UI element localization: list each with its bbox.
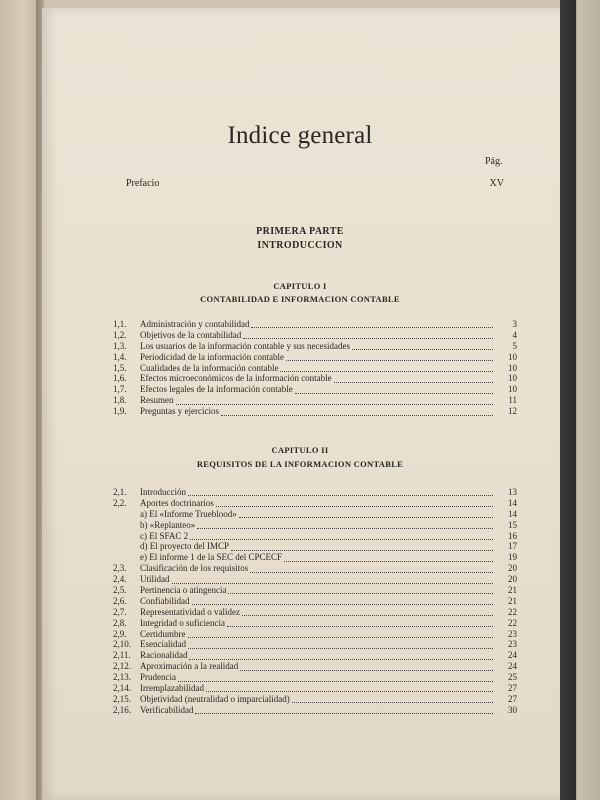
entry-number: 2,10. bbox=[113, 639, 131, 650]
entry-label: Esencialidad bbox=[140, 639, 186, 650]
entry-page: 22 bbox=[508, 606, 517, 617]
dot-leader bbox=[188, 641, 493, 649]
entry-number: 2,11. bbox=[113, 650, 131, 661]
entry-page: 22 bbox=[508, 617, 517, 628]
chapter-2-title: REQUISITOS DE LA INFORMACION CONTABLE bbox=[196, 459, 404, 469]
toc-entry bbox=[113, 487, 517, 498]
prefacio-label: Prefacio bbox=[126, 178, 160, 189]
entry-page: 25 bbox=[508, 672, 517, 683]
entry-number: 2,1. bbox=[113, 487, 127, 497]
toc-entry bbox=[113, 406, 517, 417]
entry-page: 16 bbox=[508, 530, 517, 541]
entry-page: 14 bbox=[508, 508, 517, 519]
toc-entry bbox=[113, 618, 517, 629]
dot-leader bbox=[334, 375, 493, 383]
part-title: PRIMERA PARTE bbox=[256, 226, 344, 237]
dot-leader bbox=[188, 630, 494, 638]
entry-number: 2,2. bbox=[113, 497, 127, 508]
entry-label: Aportes doctrinarios bbox=[140, 497, 214, 508]
entry-number: 2,6. bbox=[113, 595, 127, 606]
dot-leader bbox=[206, 684, 493, 692]
dot-leader bbox=[228, 586, 493, 594]
entry-number: 1,5. bbox=[113, 362, 127, 373]
toc-entry bbox=[113, 509, 517, 520]
entry-label: Confiabilidad bbox=[140, 595, 190, 606]
page-title: Indice general bbox=[227, 122, 373, 149]
entry-label: Preguntas y ejercicios bbox=[140, 406, 219, 417]
entry-label: Irremplazabilidad bbox=[140, 683, 204, 694]
dot-leader bbox=[221, 408, 493, 416]
entry-number: 2,16. bbox=[113, 704, 131, 715]
entry-number: 2,14. bbox=[113, 683, 131, 694]
entry-page: 4 bbox=[512, 329, 517, 340]
entry-page: 11 bbox=[508, 395, 517, 406]
dot-leader bbox=[239, 510, 493, 518]
toc-entry bbox=[113, 541, 517, 552]
entry-page: 10 bbox=[508, 384, 517, 395]
entry-number: 1,6. bbox=[113, 373, 127, 384]
entry-number: 2,15. bbox=[113, 693, 131, 704]
entry-page: 23 bbox=[508, 628, 517, 639]
dot-leader bbox=[189, 652, 493, 660]
toc-entry bbox=[113, 607, 517, 618]
toc-entry bbox=[113, 395, 517, 406]
toc-entry bbox=[113, 363, 517, 374]
toc-entry bbox=[113, 498, 517, 509]
toc-entry bbox=[113, 341, 517, 352]
prefacio-entry bbox=[126, 178, 504, 192]
toc-entry bbox=[113, 574, 517, 585]
toc-entry bbox=[113, 384, 517, 395]
entry-page: 12 bbox=[508, 406, 517, 417]
dot-leader bbox=[192, 597, 494, 605]
entry-label: d) El proyecto del IMCP bbox=[140, 541, 229, 552]
entry-page: 24 bbox=[508, 650, 517, 661]
entry-label: Objetividad (neutralidad o imparcialidad) bbox=[140, 693, 290, 704]
entry-number: 1,3. bbox=[113, 340, 127, 351]
entry-page: 10 bbox=[508, 373, 517, 384]
entry-label: Resumen bbox=[140, 395, 174, 406]
dot-leader bbox=[240, 663, 493, 671]
entry-page: 21 bbox=[508, 585, 517, 596]
entry-number: 2,9. bbox=[113, 628, 127, 639]
entry-label: Periodicidad de la información contable bbox=[140, 351, 284, 362]
entry-page: 10 bbox=[508, 362, 517, 373]
chapter-1-number: CAPITULO I bbox=[273, 281, 327, 291]
dot-leader bbox=[190, 532, 493, 540]
dot-leader bbox=[197, 521, 493, 529]
entry-label: Efectos legales de la información contable bbox=[140, 384, 293, 395]
entry-page: 3 bbox=[512, 319, 517, 329]
entry-label: Prudencia bbox=[140, 672, 176, 683]
entry-page: 20 bbox=[508, 574, 517, 585]
entry-label: Clasificación de los requisitos bbox=[140, 563, 249, 574]
dot-leader bbox=[250, 565, 493, 573]
toc-entry bbox=[113, 629, 517, 640]
toc-entry bbox=[113, 563, 517, 574]
entry-number: 1,9. bbox=[113, 406, 127, 417]
entry-label: Integridad o suficiencia bbox=[140, 617, 225, 628]
entry-label: Administración y contabilidad bbox=[140, 319, 250, 329]
entry-number: 2,4. bbox=[113, 574, 127, 585]
dot-leader bbox=[280, 364, 493, 372]
dot-leader bbox=[178, 674, 493, 682]
dot-leader bbox=[231, 543, 493, 551]
prefacio-page: XV bbox=[489, 178, 504, 189]
entry-number: 2,13. bbox=[113, 672, 131, 683]
dot-leader bbox=[172, 576, 494, 584]
toc-entry bbox=[113, 694, 517, 705]
entry-label: Certidumbre bbox=[140, 628, 186, 639]
toc-entry bbox=[113, 373, 517, 384]
dot-leader bbox=[176, 397, 494, 405]
entry-page: 13 bbox=[508, 487, 517, 497]
toc-entry bbox=[113, 650, 517, 661]
entry-label: Aproximación a la realidad bbox=[140, 661, 239, 672]
entry-number: 2,5. bbox=[113, 585, 127, 596]
dot-leader bbox=[188, 488, 493, 496]
chapter-2-number: CAPITULO II bbox=[271, 445, 329, 455]
facing-page-edge bbox=[0, 0, 40, 800]
toc-entry bbox=[113, 596, 517, 607]
chapter-1-title: CONTABILIDAD E INFORMACION CONTABLE bbox=[200, 294, 400, 304]
entry-page: 14 bbox=[508, 497, 517, 508]
toc-entry bbox=[113, 352, 517, 363]
entry-number: 2,7. bbox=[113, 606, 127, 617]
entry-label: Cualidades de la información contable bbox=[140, 362, 279, 373]
entry-number: 2,8. bbox=[113, 617, 127, 628]
chapter-2-entries bbox=[113, 487, 517, 716]
dot-leader bbox=[251, 320, 493, 328]
entry-page: 24 bbox=[508, 661, 517, 672]
entry-page: 20 bbox=[508, 563, 517, 574]
entry-page: 10 bbox=[508, 351, 517, 362]
entry-label: b) «Replanteo» bbox=[140, 519, 196, 530]
entry-page: 15 bbox=[508, 519, 517, 530]
dot-leader bbox=[295, 386, 493, 394]
toc-entry bbox=[113, 683, 517, 694]
entry-page: 23 bbox=[508, 639, 517, 650]
toc-entry bbox=[113, 705, 517, 716]
dot-leader bbox=[284, 554, 493, 562]
entry-label: Introducción bbox=[140, 487, 186, 497]
entry-label: Racionalidad bbox=[140, 650, 188, 661]
entry-number: 1,4. bbox=[113, 351, 127, 362]
entry-number: 2,12. bbox=[113, 661, 131, 672]
entry-page: 21 bbox=[508, 595, 517, 606]
entry-label: Representatividad o validez bbox=[140, 606, 240, 617]
entry-label: c) El SFAC 2 bbox=[140, 530, 189, 541]
entry-label: Pertinencia o atingencia bbox=[140, 585, 227, 596]
entry-label: a) El «Informe Trueblood» bbox=[140, 508, 237, 519]
dot-leader bbox=[195, 706, 493, 714]
entry-page: 30 bbox=[508, 704, 517, 715]
entry-label: e) El informe 1 de la SEC del CPCECF bbox=[140, 552, 282, 563]
dot-leader bbox=[243, 331, 493, 339]
entry-page: 27 bbox=[508, 693, 517, 704]
entry-number: 1,2. bbox=[113, 329, 127, 340]
book-cover-edge bbox=[560, 0, 600, 800]
dot-leader bbox=[286, 353, 493, 361]
entry-page: 27 bbox=[508, 683, 517, 694]
toc-entry bbox=[113, 639, 517, 650]
page-column-label: Pág. bbox=[485, 156, 503, 167]
toc-entry bbox=[113, 672, 517, 683]
entry-number: 1,1. bbox=[113, 319, 127, 329]
entry-page: 17 bbox=[508, 541, 517, 552]
entry-number: 1,7. bbox=[113, 384, 127, 395]
chapter-1-entries bbox=[113, 319, 517, 417]
dot-leader bbox=[242, 608, 493, 616]
entry-number: 2,3. bbox=[113, 563, 127, 574]
entry-page: 5 bbox=[512, 340, 517, 351]
dot-leader bbox=[216, 499, 493, 507]
toc-entry bbox=[113, 585, 517, 596]
dot-leader bbox=[227, 619, 493, 627]
toc-entry bbox=[113, 520, 517, 531]
toc-entry bbox=[113, 552, 517, 563]
entry-label: Efectos microeconómicos de la información contable bbox=[140, 373, 332, 384]
dot-leader bbox=[292, 695, 493, 703]
toc-entry bbox=[113, 330, 517, 341]
entry-number: 1,8. bbox=[113, 395, 127, 406]
toc-entry bbox=[113, 661, 517, 672]
entry-label: Verificabilidad bbox=[140, 704, 194, 715]
dot-leader bbox=[352, 342, 493, 350]
toc-entry bbox=[113, 319, 517, 330]
part-subtitle: INTRODUCCION bbox=[257, 240, 343, 251]
entry-label: Objetivos de la contabilidad bbox=[140, 329, 242, 340]
entry-label: Utilidad bbox=[140, 574, 170, 585]
entry-label: Los usuarios de la información contable y sus necesidades bbox=[140, 340, 350, 351]
toc-entry bbox=[113, 531, 517, 542]
entry-page: 19 bbox=[508, 552, 517, 563]
